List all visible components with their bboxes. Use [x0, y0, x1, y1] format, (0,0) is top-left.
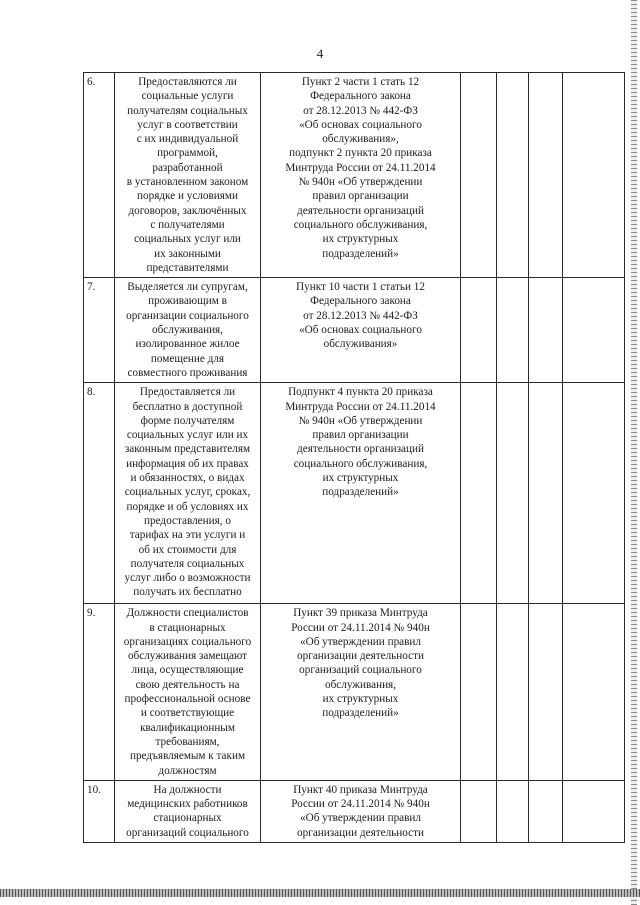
row-number: 10.: [84, 780, 115, 842]
note-cell: [563, 278, 625, 383]
legal-reference-cell: Пункт 39 приказа Минтруда России от 24.11.2014 № 940н «Об утверждении правил организации деятельности организаций социального обслуживания, их структурных подразделений»: [261, 604, 461, 781]
table-row: [84, 383, 625, 604]
question-cell: Предоставляются ли социальные услуги получателям социальных услуг в соответствии с их индивидуальной программой, разработанной в установленном законом порядке и условиями договоров, заключённых с получателями социальных услуг или их законными представителями: [115, 73, 261, 278]
row-number: 8.: [84, 383, 115, 604]
answer-na-cell: [529, 383, 563, 604]
legal-reference-cell: Пункт 2 части 1 стать 12 Федерального закона от 28.12.2013 № 442-ФЗ «Об основах социального обслуживания», подпункт 2 пункта 20 приказа Минтруда России от 24.11.2014 № 940н «Об утверждении правил организации деятельности организаций социального обслуживания, их структурных подразделений»: [261, 73, 461, 278]
legal-reference-cell: Пункт 10 части 1 статьи 12 Федерального закона от 28.12.2013 № 442-ФЗ «Об основах социального обслуживания»: [261, 278, 461, 383]
answer-no-cell: [497, 383, 529, 604]
answer-yes-cell: [461, 278, 497, 383]
note-cell: [563, 383, 625, 604]
answer-no-cell: [497, 780, 529, 842]
answer-na-cell: [529, 73, 563, 278]
checklist-table: [83, 72, 625, 843]
answer-yes-cell: [461, 73, 497, 278]
answer-no-cell: [497, 73, 529, 278]
answer-yes-cell: [461, 780, 497, 842]
page-number: 4: [316, 46, 324, 61]
table-row: [84, 604, 625, 781]
row-number: 9.: [84, 604, 115, 781]
answer-no-cell: [497, 278, 529, 383]
question-cell: Должности специалистов в стационарных организациях социального обслуживания замещают лица, осуществляющие свою деятельность на профессиональной основе и соответствующие квалификационным требованиям, предъявляемым к таким должностям: [115, 604, 261, 781]
note-cell: [563, 604, 625, 781]
table-row: [84, 73, 625, 278]
note-cell: [563, 73, 625, 278]
scan-edge-right: [631, 0, 637, 905]
answer-na-cell: [529, 780, 563, 842]
legal-reference-cell: Пункт 40 приказа Минтруда России от 24.11.2014 № 940н «Об утверждении правил организации деятельности: [261, 780, 461, 842]
question-cell: На должности медицинских работников стационарных организаций социального: [115, 780, 261, 842]
answer-na-cell: [529, 604, 563, 781]
question-cell: Предоставляется ли бесплатно в доступной форме получателям социальных услуг или их законным представителям информация об их правах и обязанностях, о видах социальных услуг, сроках, порядке и об условиях их предоставления, о тарифах на эти услуги и об их стоимости для получателя социальных услуг либо о возможности получать их бесплатно: [115, 383, 261, 604]
table-row: [84, 278, 625, 383]
row-number: 7.: [84, 278, 115, 383]
answer-no-cell: [497, 604, 529, 781]
row-number: 6.: [84, 73, 115, 278]
answer-na-cell: [529, 278, 563, 383]
question-cell: Выделяется ли супругам, проживающим в организации социального обслуживания, изолированное жилое помещение для совместного проживания: [115, 278, 261, 383]
legal-reference-cell: Подпункт 4 пункта 20 приказа Минтруда России от 24.11.2014 № 940н «Об утверждении правил организации деятельности организаций социального обслуживания, их структурных подразделений»: [261, 383, 461, 604]
note-cell: [563, 780, 625, 842]
answer-yes-cell: [461, 383, 497, 604]
scan-edge-bottom: [0, 889, 640, 897]
answer-yes-cell: [461, 604, 497, 781]
table-row: [84, 780, 625, 842]
